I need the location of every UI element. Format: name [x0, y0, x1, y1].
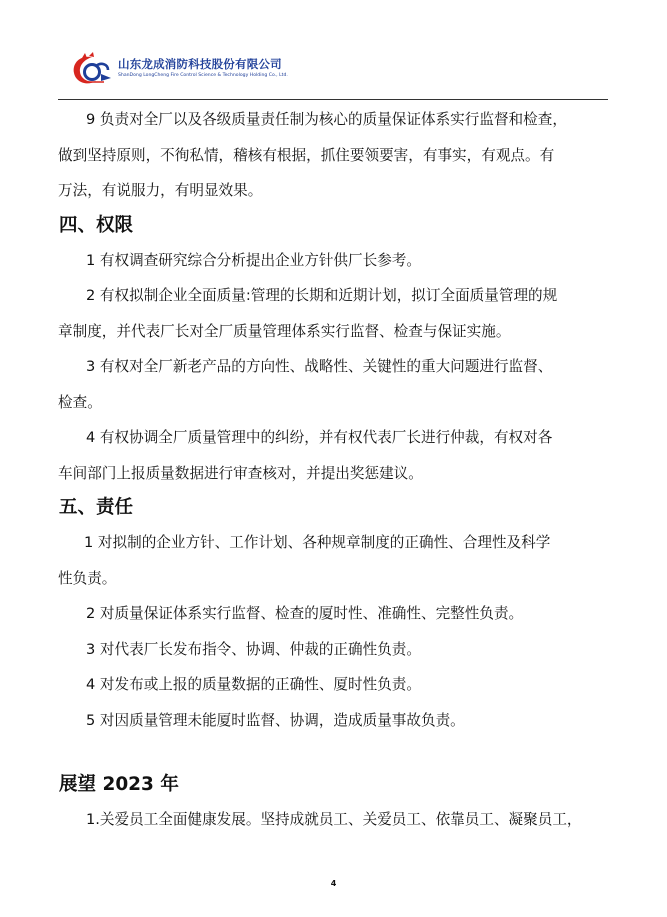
authority-item-1: 1 有权调查研究综合分析提出企业方针供厂长参考。 — [86, 251, 421, 269]
intro-line-2: 做到坚持原则，不徇私情，稽核有根据，抓住要领要害，有事实，有观点。有 — [58, 146, 555, 164]
section-heading-authority: 四、权限 — [59, 214, 134, 236]
authority-item-4-line-1: 4 有权协调全厂质量管理中的纠纷，并有权代表厂长进行仲裁，有权对各 — [86, 429, 553, 446]
authority-item-3-line-1: 3 有权对全厂新老产品的方向性、战略性、关键性的重大问题进行监督、 — [86, 358, 553, 375]
company-name-en: ShanDong LongCheng Fire Control Science & Technology Holding Co., Ltd. — [118, 73, 288, 78]
document-body — [58, 102, 613, 838]
company-logo-icon — [70, 52, 116, 88]
responsibility-item-1-line-2: 性负责。 — [58, 569, 117, 587]
responsibility-item-1-line-1: 1 对拟制的企业方针、工作计划、各种规章制度的正确性、合理性及科学 — [84, 534, 551, 551]
page-number: 4 — [330, 879, 337, 888]
section-heading-responsibility: 五、责任 — [59, 497, 134, 518]
responsibility-item-5: 5 对因质量管理未能厦时监督、协调，造成质量事故负责。 — [86, 711, 465, 729]
responsibility-item-3: 3 对代表厂长发布指令、协调、仲裁的正确性负责。 — [86, 640, 421, 658]
header-divider — [58, 99, 608, 100]
responsibility-item-2: 2 对质量保证体系实行监督、检查的厦时性、准确性、完整性负责。 — [86, 605, 524, 622]
authority-item-2-line-2: 章制度，并代表厂长对全厂质量管理体系实行监督、检查与保证实施。 — [58, 322, 511, 340]
authority-item-2-line-1: 2 有权拟制企业全面质量:管理的长期和近期计划，拟订全面质量管理的规 — [86, 287, 558, 304]
company-name-cn: 山东龙成消防科技股份有限公司 — [118, 57, 282, 71]
section-heading-outlook: 展望 2023 年 — [59, 774, 179, 795]
responsibility-item-4: 4 对发布或上报的质量数据的正确性、厦时性负责。 — [86, 676, 421, 693]
outlook-item-1: 1.关爱员工全面健康发展。坚持成就员工、关爱员工、依靠员工、凝聚员工， — [86, 811, 582, 828]
intro-line-3: 万法，有说服力，有明显效果。 — [58, 182, 263, 199]
authority-item-4-line-2: 车间部门上报质量数据进行审查核对，并提出奖惩建议。 — [58, 464, 423, 482]
intro-line-1: 9 负责对全厂以及各级质量责任制为核心的质量保证体系实行监督和检查， — [86, 111, 567, 128]
authority-item-3-line-2: 检查。 — [58, 393, 102, 411]
letterhead — [70, 52, 370, 88]
